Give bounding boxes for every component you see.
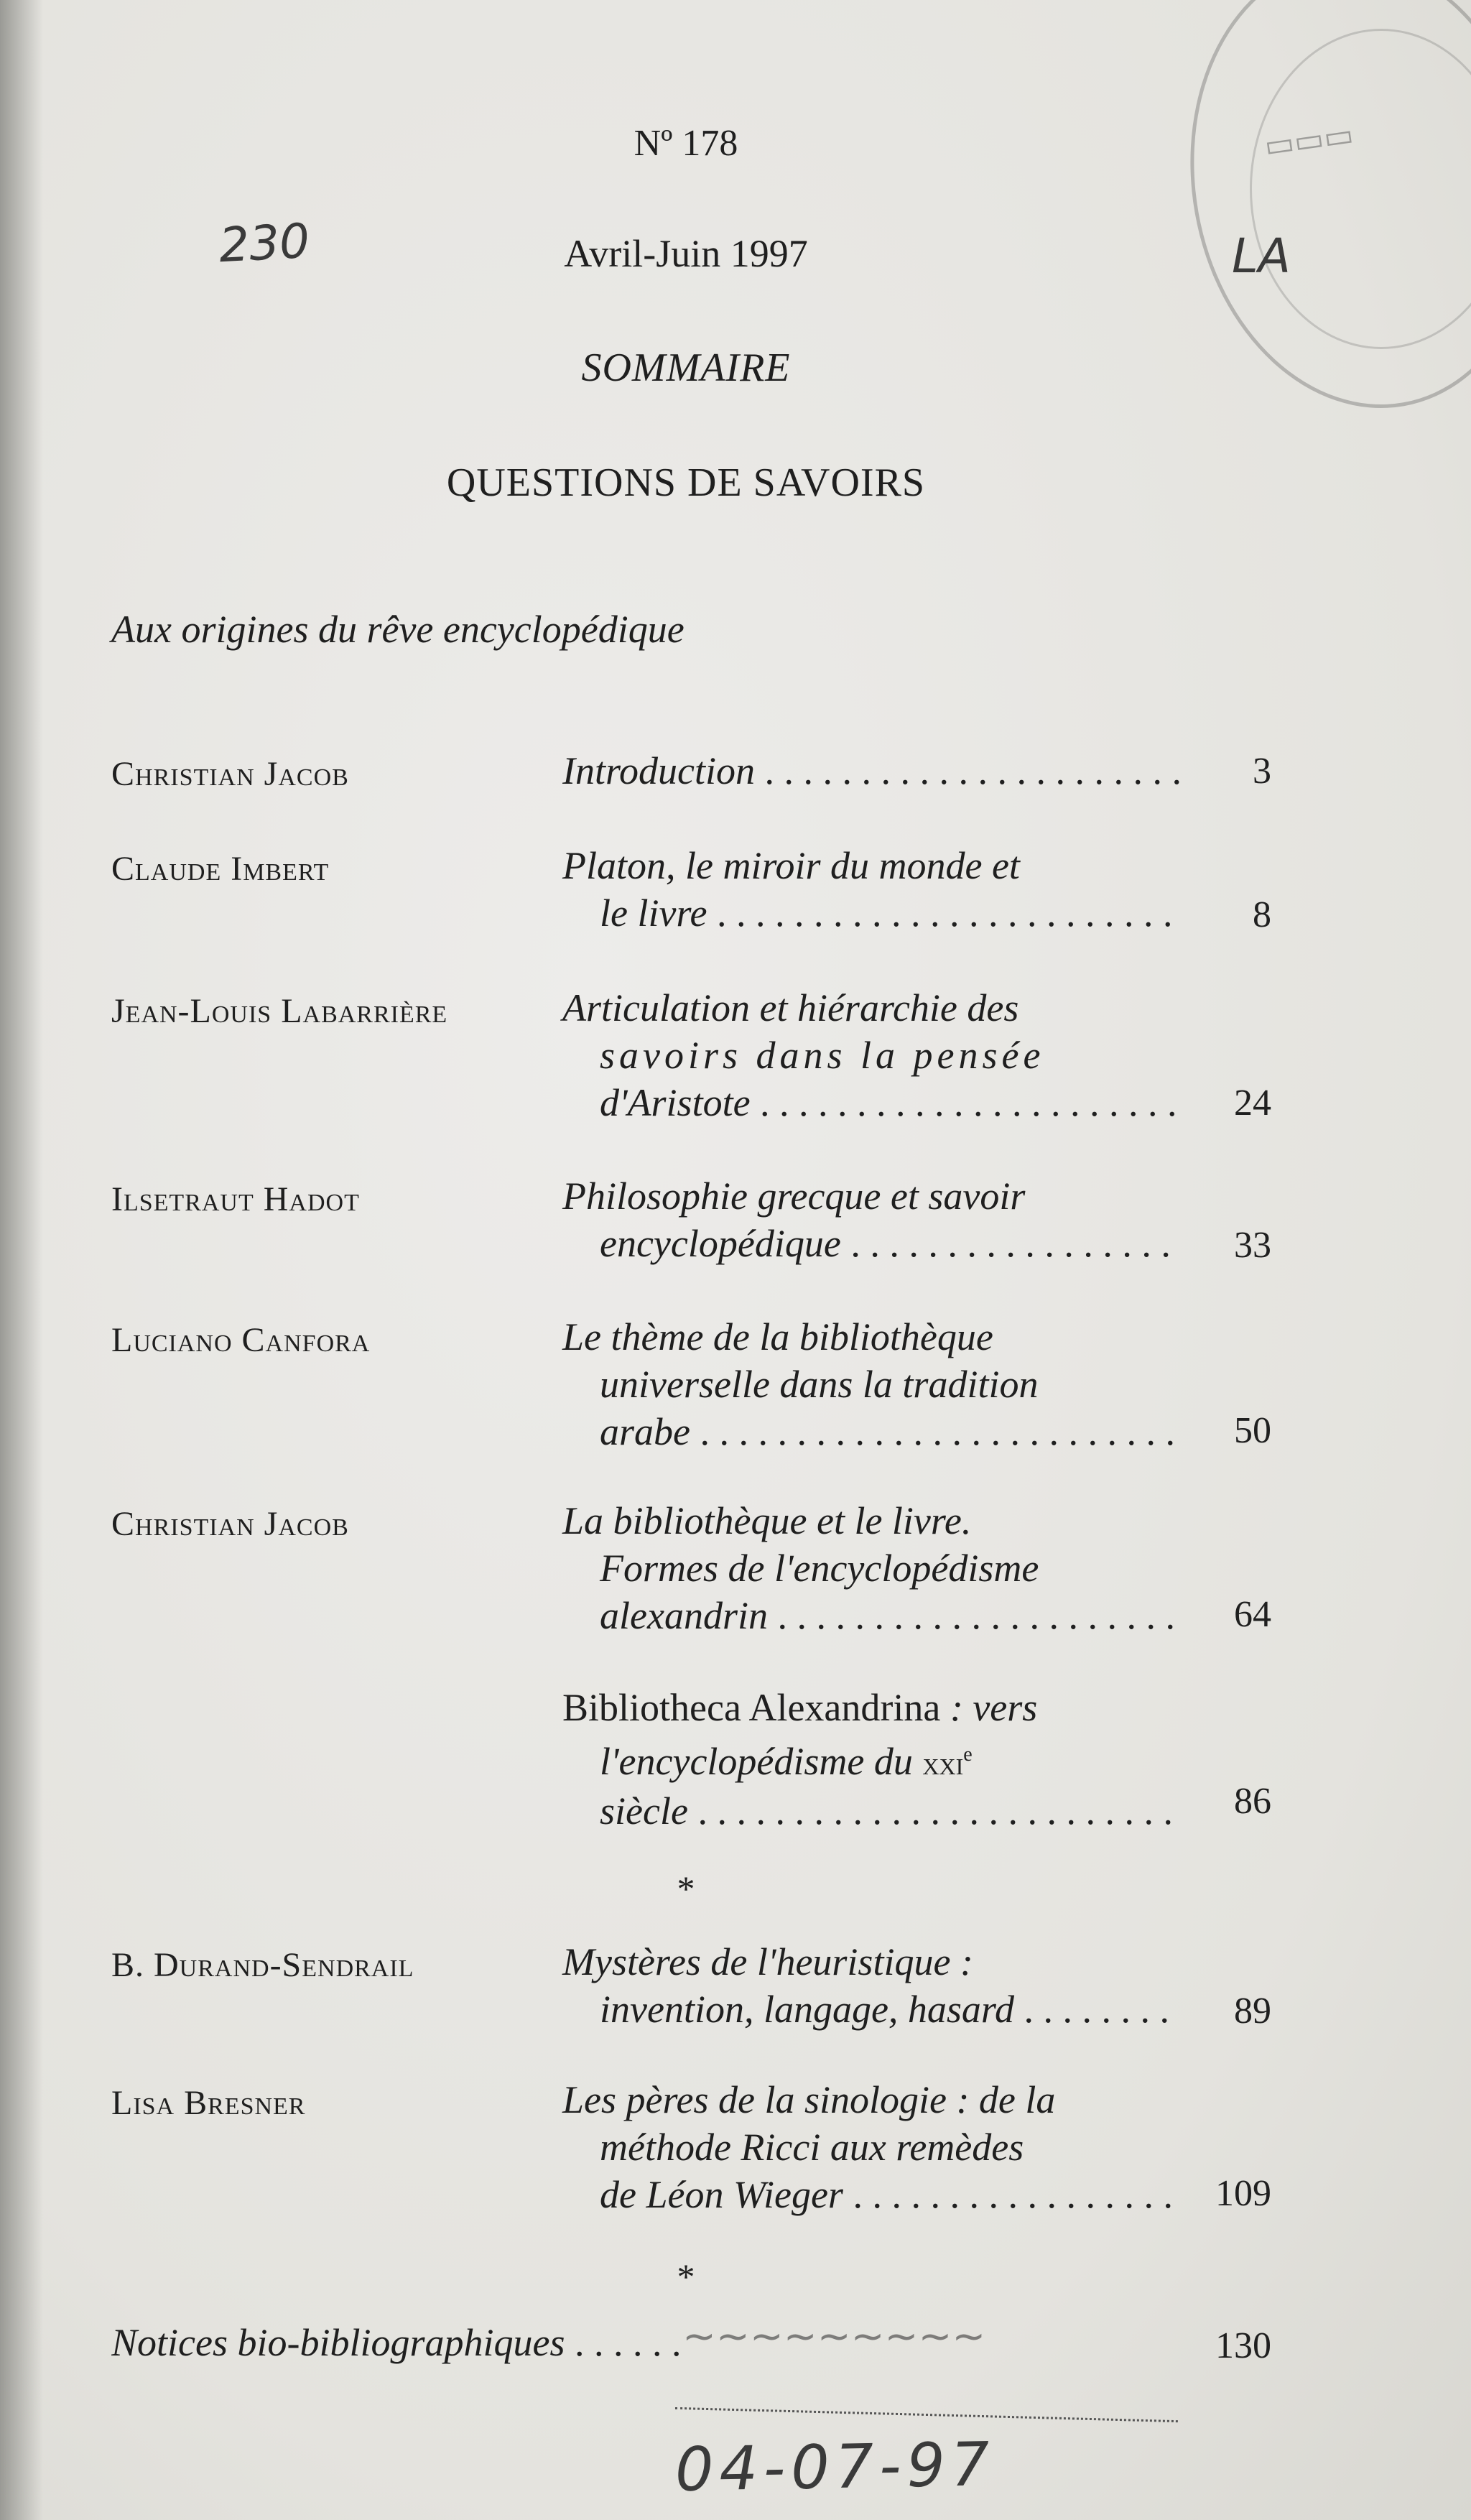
entry-author: Ilsetraut Hadot [111, 1180, 360, 1218]
entry-author: Jean-Louis Labarrière [111, 992, 448, 1030]
entry-title [562, 2076, 1180, 2218]
title-line: Introduction . . . [562, 747, 1180, 795]
handwritten-underline [675, 2407, 1178, 2422]
title-line: universelle dans la tradition [600, 1363, 1039, 1406]
century-numeral: xxi [922, 1745, 964, 1782]
title-line: Mystères de l'heuristique : [562, 1940, 973, 1983]
title-fragment: l'encyclopédisme du [600, 1740, 923, 1783]
entry-author: Christian Jacob [111, 755, 349, 793]
entry-author: Luciano Canfora [111, 1321, 371, 1359]
entry-title [562, 1497, 1180, 1639]
title-line: Philosophie grecque et savoir [562, 1175, 1026, 1218]
century-superscript: e [963, 1743, 973, 1766]
issue-date: Avril-Juin 1997 [564, 232, 808, 275]
entry-title [562, 1938, 1180, 2033]
entry-title [562, 1313, 1180, 1455]
handwritten-initials: LA [1232, 228, 1291, 284]
title-line: le livre . . . [562, 889, 1180, 937]
title-line: Le thème de la bibliothèque [562, 1315, 993, 1358]
title-line: Platon, le miroir du monde et [562, 844, 1020, 887]
entry-title [562, 1172, 1180, 1267]
title-upright: Bibliotheca Alexandrina [562, 1686, 941, 1729]
title-line: savoirs dans la pensée [600, 1034, 1045, 1077]
handwritten-number: 230 [218, 213, 311, 274]
entry-page: 3 [1253, 751, 1271, 792]
title-line [562, 1731, 1180, 1787]
notices-page: 130 [1215, 2325, 1271, 2366]
title-line: de Léon Wieger . . . [562, 2171, 1180, 2218]
title-line: alexandrin . . . [562, 1592, 1180, 1639]
entry-title [562, 747, 1180, 795]
sommaire-heading: SOMMAIRE [581, 346, 791, 390]
entry-author: B. Durand-Sendrail [111, 1946, 414, 1984]
entry-page: 8 [1253, 894, 1271, 935]
entry-page: 24 [1234, 1083, 1271, 1124]
entry-page: 86 [1234, 1781, 1271, 1822]
stamp-mark: ▭▭▭ [1262, 116, 1356, 165]
title-line: Les pères de la sinologie : de la [562, 2078, 1056, 2121]
section-title: QUESTIONS DE SAVOIRS [446, 460, 926, 505]
notices-title: Notices bio-bibliographiques . . . [111, 2320, 693, 2365]
title-line: invention, langage, hasard . . . [562, 1986, 1180, 2033]
arabic-handwriting: ~~~~~~~~~ [682, 2313, 986, 2360]
title-fragment: : vers [940, 1686, 1038, 1729]
entry-page: 50 [1234, 1410, 1271, 1451]
entry-title [562, 842, 1180, 937]
separator-star: * [677, 1868, 695, 1909]
title-line [562, 1684, 1180, 1731]
handwritten-date: 04-07-97 [674, 2429, 996, 2505]
title-line: arabe . . . [562, 1408, 1180, 1455]
title-line: La bibliothèque et le livre. [562, 1499, 972, 1542]
separator-star: * [677, 2256, 695, 2297]
entry-page: 109 [1215, 2173, 1271, 2214]
entry-page: 89 [1234, 1991, 1271, 2032]
theme-title: Aux origines du rêve encyclopédique [111, 608, 685, 651]
entry-author: Christian Jacob [111, 1505, 349, 1543]
title-line: d'Aristote . . . [562, 1079, 1180, 1126]
issue-number: Nº 178 [634, 123, 738, 164]
title-line: encyclopédique . . . [562, 1220, 1180, 1267]
entry-page: 64 [1234, 1594, 1271, 1635]
title-line: siècle . . . [562, 1787, 1180, 1835]
title-line: Formes de l'encyclopédisme [600, 1547, 1039, 1590]
title-line: méthode Ricci aux remèdes [600, 2126, 1024, 2169]
title-line: Articulation et hiérarchie des [562, 986, 1019, 1029]
entry-author: Lisa Bresner [111, 2084, 306, 2122]
entry-page: 33 [1234, 1225, 1271, 1266]
entry-author: Claude Imbert [111, 850, 330, 888]
entry-title [562, 1684, 1180, 1835]
entry-title [562, 984, 1180, 1126]
